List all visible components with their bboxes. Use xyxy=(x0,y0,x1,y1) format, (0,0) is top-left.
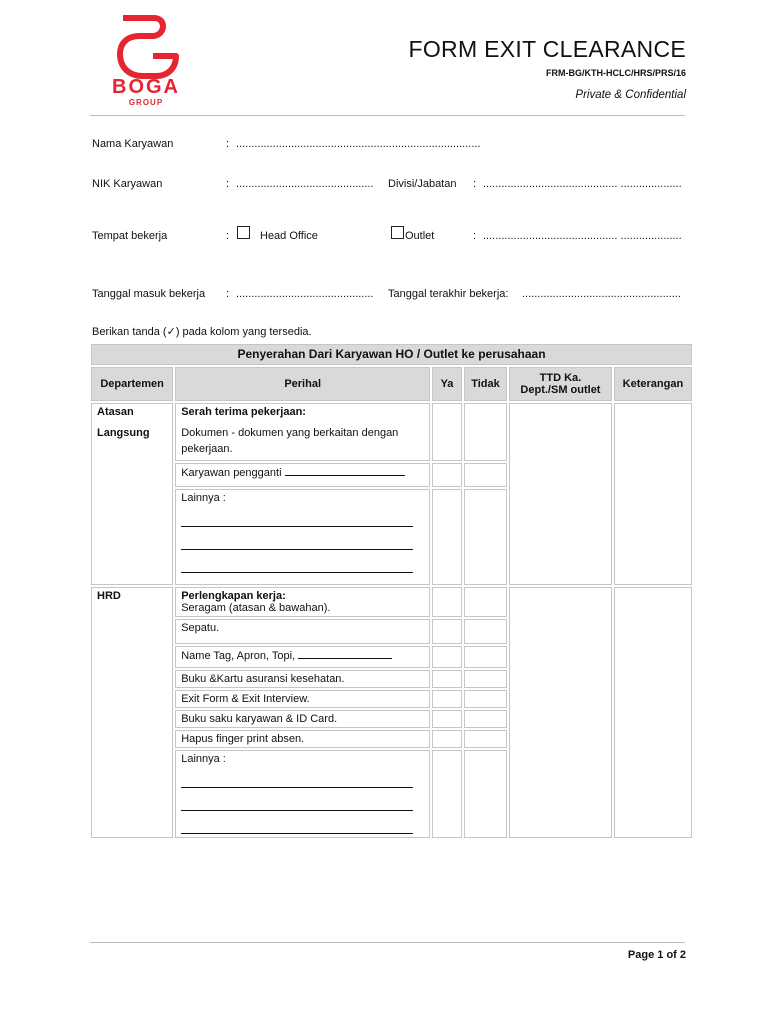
tidak-cell[interactable] xyxy=(464,690,507,708)
lainnya-hrd-line[interactable] xyxy=(181,819,413,834)
outlet-label: Outlet xyxy=(405,230,435,242)
ya-cell[interactable] xyxy=(432,489,462,585)
perihal-perlengkapan xyxy=(175,587,430,617)
perihal-lainnya-atasan xyxy=(175,489,430,585)
name-tag-text: Name Tag, Apron, Topi, xyxy=(181,650,296,662)
form-title: FORM EXIT CLEARANCE xyxy=(408,36,686,62)
tanggal-masuk-label: Tanggal masuk bekerja xyxy=(92,288,206,300)
tidak-cell[interactable] xyxy=(464,750,507,838)
nama-colon: : xyxy=(226,138,230,150)
nik-label: NIK Karyawan xyxy=(92,178,163,190)
seragam-text: Seragam (atasan & bawahan). xyxy=(181,602,331,614)
form-code: FRM-BG/KTH-HCLC/HRS/PRS/16 xyxy=(545,68,686,78)
tanggal-terakhir-field[interactable]: .................................................... xyxy=(522,288,681,300)
col-keterangan: Keterangan xyxy=(614,367,692,401)
lainnya-atasan-line[interactable] xyxy=(181,512,413,527)
table-banner: Penyerahan Dari Karyawan HO / Outlet ke perusahaan xyxy=(91,344,692,365)
confidential-note: Private & Confidential xyxy=(575,89,686,101)
ya-cell[interactable] xyxy=(432,710,462,728)
divisi-field[interactable]: ............................................ .................... xyxy=(483,178,682,190)
perihal-exit-form: Exit Form & Exit Interview. xyxy=(175,690,430,708)
col-ttd-line2: Dept./SM outlet xyxy=(520,384,601,396)
lainnya-hrd-line[interactable] xyxy=(181,796,413,811)
col-ya: Ya xyxy=(432,367,462,401)
nik-colon: : xyxy=(226,178,230,190)
tidak-cell[interactable] xyxy=(464,489,507,585)
logo-word: BOGA xyxy=(112,76,180,98)
pengganti-text: Karyawan pengganti xyxy=(181,467,282,479)
tidak-cell[interactable] xyxy=(464,619,507,644)
ya-cell[interactable] xyxy=(432,670,462,688)
tidak-cell[interactable] xyxy=(464,670,507,688)
tempat-label: Tempat bekerja xyxy=(92,230,168,242)
col-ttd xyxy=(509,367,612,401)
instruction-text: Berikan tanda (✓) pada kolom yang tersedia. xyxy=(92,326,312,338)
perihal-buku-saku: Buku saku karyawan & ID Card. xyxy=(175,710,430,728)
nama-field[interactable]: ................................................................................ xyxy=(236,138,481,150)
dokumen-text: Dokumen - dokumen yang berkaitan dengan pekerjaan. xyxy=(181,427,399,455)
nama-label: Nama Karyawan xyxy=(92,138,174,150)
tidak-cell[interactable] xyxy=(464,730,507,748)
outlet-field[interactable]: ............................................ .................... xyxy=(483,230,682,242)
ttd-cell-atasan[interactable] xyxy=(509,403,612,585)
page-number: Page 1 of 2 xyxy=(627,949,686,961)
keterangan-cell-atasan[interactable] xyxy=(614,403,692,585)
name-tag-blank[interactable] xyxy=(298,649,392,659)
ya-cell[interactable] xyxy=(432,587,462,617)
dept-hrd: HRD xyxy=(91,587,173,838)
head-office-checkbox[interactable] xyxy=(237,226,250,239)
ttd-cell-hrd[interactable] xyxy=(509,587,612,838)
head-office-label: Head Office xyxy=(260,230,318,242)
lainnya-atasan-line[interactable] xyxy=(181,535,413,550)
tidak-cell[interactable] xyxy=(464,646,507,668)
tidak-cell[interactable] xyxy=(464,710,507,728)
col-departemen: Departemen xyxy=(91,367,173,401)
lainnya-hrd-text: Lainnya : xyxy=(181,753,226,765)
ya-cell[interactable] xyxy=(432,463,462,487)
tempat-colon: : xyxy=(226,230,230,242)
perihal-lainnya-hrd xyxy=(175,750,430,838)
nik-field[interactable]: ............................................. xyxy=(236,178,374,190)
keterangan-cell-hrd[interactable] xyxy=(614,587,692,838)
divisi-label: Divisi/Jabatan xyxy=(388,178,457,190)
dept-atasan-line2: Langsung xyxy=(97,427,150,439)
tidak-cell[interactable] xyxy=(464,403,507,461)
footer-divider xyxy=(90,942,685,943)
lainnya-atasan-text: Lainnya : xyxy=(181,492,226,504)
ya-cell[interactable] xyxy=(432,690,462,708)
perihal-buku-asuransi: Buku &Kartu asuransi kesehatan. xyxy=(175,670,430,688)
outlet-checkbox[interactable] xyxy=(391,226,404,239)
tanggal-masuk-colon: : xyxy=(226,288,230,300)
tidak-cell[interactable] xyxy=(464,463,507,487)
dept-atasan-line1: Atasan xyxy=(97,406,134,418)
tanggal-masuk-field[interactable]: ............................................. xyxy=(236,288,374,300)
ya-cell[interactable] xyxy=(432,619,462,644)
serah-title: Serah terima pekerjaan: xyxy=(181,406,306,418)
header-divider xyxy=(90,115,685,116)
lainnya-atasan-line[interactable] xyxy=(181,558,413,573)
col-ttd-line1: TTD Ka. xyxy=(539,372,582,384)
col-perihal: Perihal xyxy=(175,367,430,401)
ya-cell[interactable] xyxy=(432,730,462,748)
divisi-colon: : xyxy=(473,178,477,190)
col-tidak: Tidak xyxy=(464,367,507,401)
ya-cell[interactable] xyxy=(432,750,462,838)
tanggal-terakhir-label: Tanggal terakhir bekerja: xyxy=(388,288,509,300)
perihal-serah xyxy=(175,403,430,461)
ya-cell[interactable] xyxy=(432,403,462,461)
lainnya-hrd-line[interactable] xyxy=(181,773,413,788)
pengganti-blank[interactable] xyxy=(285,466,405,476)
perihal-sepatu: Sepatu. xyxy=(175,619,430,644)
clearance-table xyxy=(89,342,694,866)
perihal-finger: Hapus finger print absen. xyxy=(175,730,430,748)
ya-cell[interactable] xyxy=(432,646,462,668)
perihal-name-tag xyxy=(175,646,430,668)
perihal-pengganti xyxy=(175,463,430,487)
dept-atasan xyxy=(91,403,173,585)
outlet-colon: : xyxy=(473,230,477,242)
logo-group: GROUP xyxy=(128,98,164,107)
perlengkapan-title: Perlengkapan kerja: xyxy=(181,590,286,602)
tidak-cell[interactable] xyxy=(464,587,507,617)
